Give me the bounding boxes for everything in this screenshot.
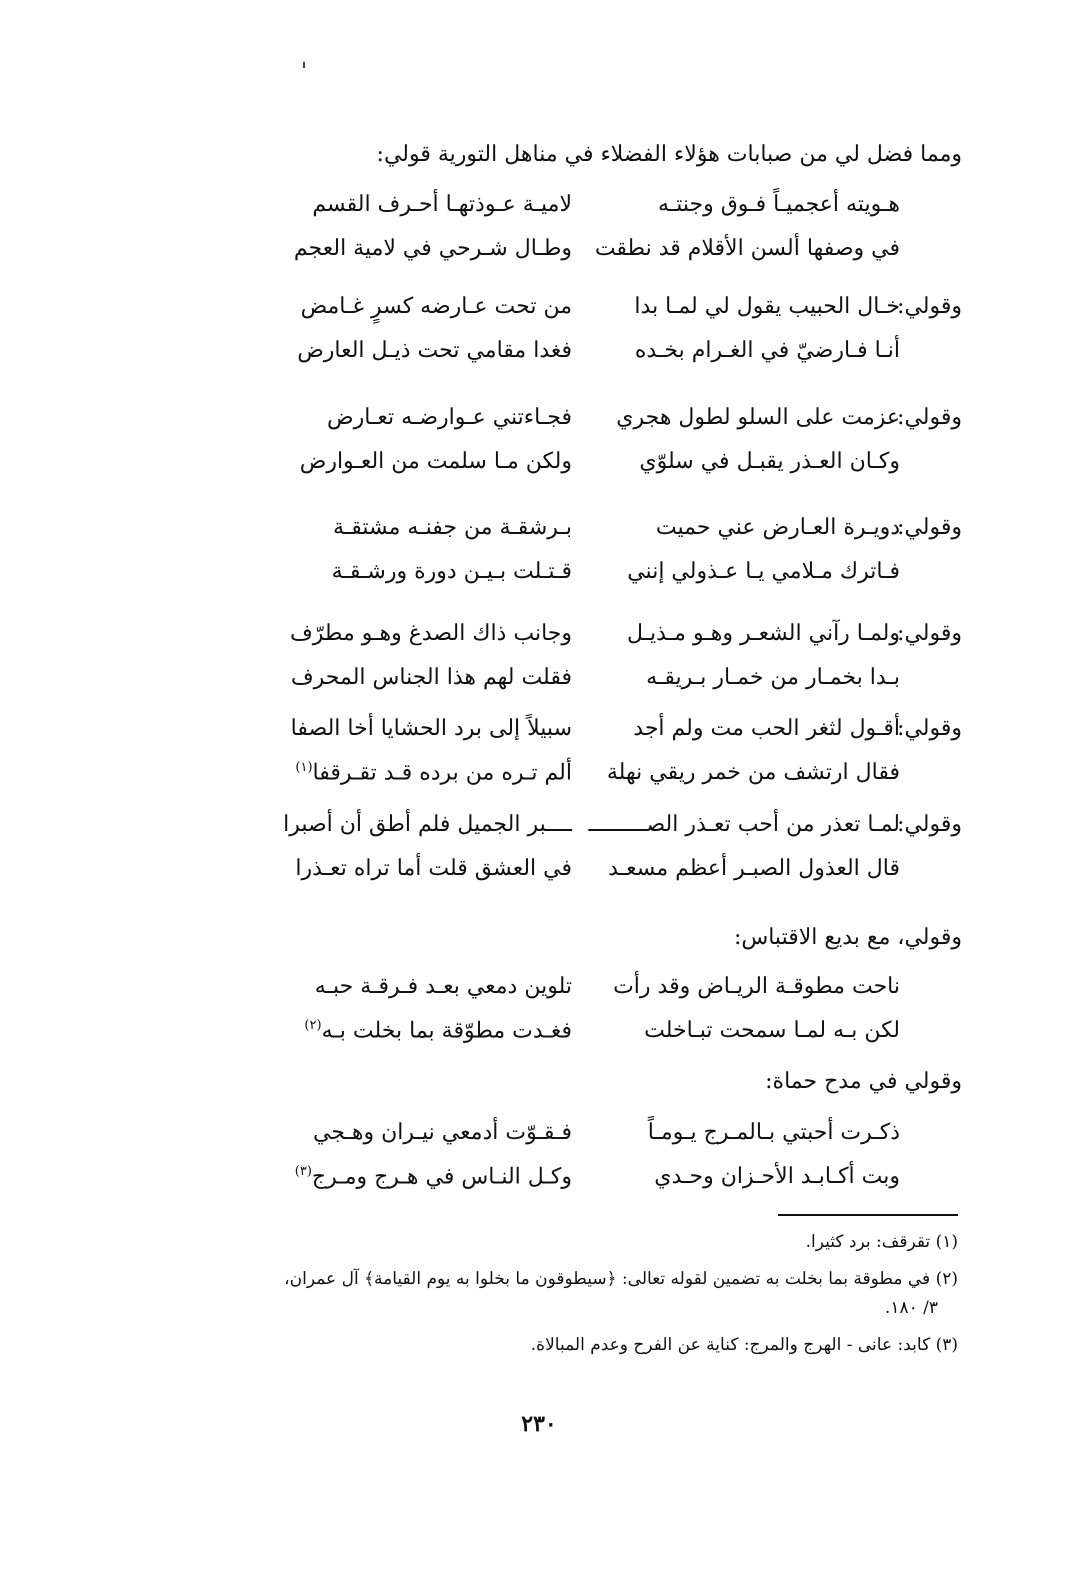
- verse-text: ألم تـره من برده قـد تقـرقفا: [312, 760, 572, 786]
- footnote-marker: (١): [295, 760, 313, 775]
- verse-right-1: أقـول لثغر الحب مت ولم أجد: [633, 716, 900, 741]
- footnote-2: (٢) في مطوقة بما بخلت به تضمين لقوله تعالى: ﴿سيطوقون ما بخلوا به يوم القيامة﴾ آل عمران،: [284, 1269, 958, 1289]
- poem-2: [182, 294, 962, 384]
- verse-right-1: عزمت على السلو لطول هجري: [616, 405, 900, 430]
- footnote-3: (٣) كابد: عانى - الهرج والمرج: كناية عن الفرح وعدم المبالاة.: [530, 1335, 958, 1355]
- footnote-2-continued: ٣/ ١٨٠.: [884, 1298, 938, 1318]
- page-number: ٢٣٠: [521, 1411, 557, 1437]
- poem-7: [182, 812, 962, 902]
- footnote-marker: (٢): [304, 1018, 322, 1033]
- poem-lead: وقولي:: [897, 515, 962, 540]
- verse-text: وكـل النـاس في هـرج ومـرج: [311, 1164, 572, 1190]
- verse-left-1: بـرشقـة من جفنـه مشتقـة: [332, 515, 572, 540]
- verse-right-1: دويـرة العـارض عني حميت: [655, 515, 900, 540]
- verse-right-2: أنـا فـارضيّ في الغـرام بخـده: [634, 338, 900, 363]
- poem-5: [182, 621, 962, 711]
- verse-left-1: من تحت عـارضه كسرٍ غـامض: [300, 294, 572, 319]
- intro-line: ومما فضل لي من صبابات هؤلاء الفضلاء في مناهل التورية قولي:: [376, 142, 962, 167]
- verse-left-1: ــــبر الجميل فلم أطق أن أصبرا: [283, 812, 572, 837]
- poem-1: [182, 192, 962, 282]
- poem-hama: [182, 1120, 962, 1210]
- verse-left-1: سبيلاً إلى برد الحشايا أخا الصفا: [290, 716, 572, 741]
- verse-right-2: بـدا بخمـار من خمـار بـريقـه: [646, 665, 900, 690]
- poem-3: [182, 405, 962, 495]
- verse-left-1: فجـاءتني عـوارضـه تعـارض: [327, 405, 572, 430]
- verse-left-2: قـتـلت بـيـن دورة ورشـقـة: [331, 559, 572, 584]
- poem-4: [182, 515, 962, 605]
- poem-iqtibas: [182, 974, 962, 1064]
- hama-intro: وقولي في مدح حماة:: [765, 1069, 962, 1094]
- verse-left-2: فغدا مقامي تحت ذيـل العارض: [297, 338, 572, 363]
- verse-right-2: لكن بـه لمـا سمحت تبـاخلت: [644, 1018, 900, 1043]
- verse-left-2: [295, 760, 572, 785]
- verse-right-1: ذكـرت أحبتي بـالمـرج يـومـاً: [647, 1120, 900, 1145]
- poem-lead: وقولي:: [897, 405, 962, 430]
- verse-left-1: وجانب ذاك الصدغ وهـو مطرّف: [289, 621, 572, 646]
- verse-left-2: وطـال شـرحي في لامية العجم: [293, 236, 572, 261]
- verse-right-1: لمـا تعذر من أحب تعـذر الصـــــــــ: [588, 812, 900, 837]
- verse-text: فغـدت مطوّقة بما بخلت بـه: [321, 1018, 572, 1044]
- poem-lead: وقولي:: [897, 294, 962, 319]
- verse-left-1: تلوين دمعي بعـد فـرقـة حبـه: [314, 974, 572, 999]
- verse-right-1: هـويته أعجميـاً فـوق وجنتـه: [657, 192, 900, 217]
- poem-lead: وقولي:: [897, 621, 962, 646]
- verse-left-1: لاميـة عـوذتهـا أحـرف القسم: [312, 192, 572, 217]
- footnote-1: (١) تقرقف: برد كثيرا.: [805, 1232, 958, 1252]
- verse-left-1: فـقـوّت أدمعي نيـران وهـجي: [312, 1120, 572, 1145]
- footnote-divider: [778, 1214, 958, 1216]
- verse-left-2: في العشق قلت أما تراه تعـذرا: [295, 856, 572, 881]
- verse-right-1: ناحت مطوقـة الريـاض وقد رأت: [613, 974, 900, 999]
- verse-right-2: فقال ارتشف من خمر ريقي نهلة: [606, 760, 900, 785]
- verse-left-2: [304, 1018, 572, 1043]
- verse-right-2: فـاترك مـلامي يـا عـذولي إنني: [627, 559, 900, 584]
- verse-right-2: قال العذول الصبـر أعظم مسعـد: [608, 856, 900, 881]
- verse-left-2: [295, 1164, 572, 1189]
- verse-right-1: خـال الحبيب يقول لي لمـا بدا: [634, 294, 900, 319]
- verse-right-1: ولمـا رآني الشعـر وهـو مـذيـل: [626, 621, 900, 646]
- poem-lead: وقولي:: [897, 716, 962, 741]
- footnote-marker: (٣): [294, 1164, 312, 1179]
- verse-left-2: ولكن مـا سلمت من العـوارض: [299, 449, 572, 474]
- verse-right-2: في وصفها ألسن الأقلام قد نطقت: [594, 236, 900, 261]
- verse-left-2: فقلت لهم هذا الجناس المحرف: [290, 665, 572, 690]
- poem-lead: وقولي:: [897, 812, 962, 837]
- ink-speck: [303, 62, 305, 68]
- iqtibas-intro: وقولي، مع بديع الاقتباس:: [733, 925, 962, 950]
- poem-6: [182, 716, 962, 806]
- verse-right-2: وبت أكـابـد الأحـزان وحـدي: [654, 1164, 900, 1189]
- verse-right-2: وكـان العـذر يقبـل في سلوّي: [639, 449, 900, 474]
